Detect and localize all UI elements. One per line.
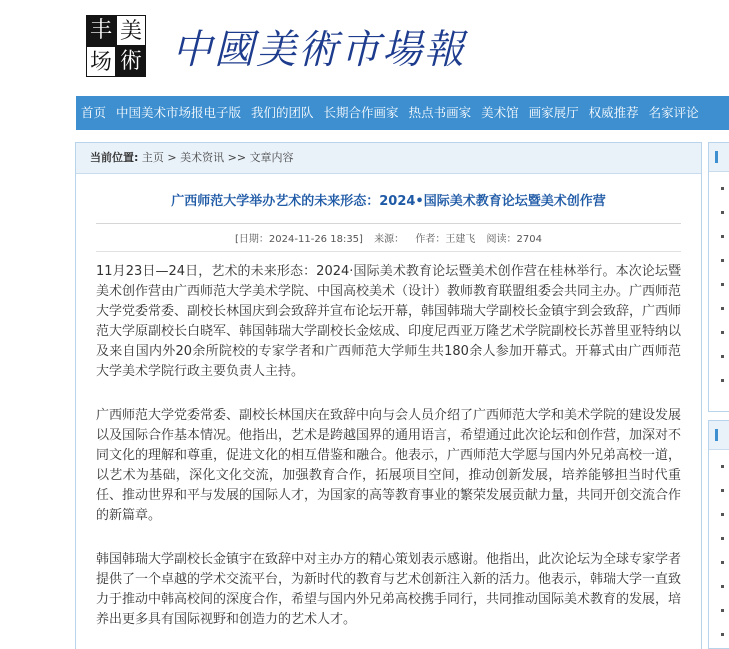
article-paragraph: 11月23日—24日，艺术的未来形态：2024·国际美术教育论坛暨美术创作营在桂林举行。本次论坛暨美术创作营由广西师范大学美术学院、中国高校美术（设计）教师教育联盟组委会共同主办。广西师范大学党委常委、副校长林国庆到会致辞并宣布论坛开幕，韩国韩瑞大学副校长金镇宇到会致辞，广西师范大学原副校长白晓军、韩国韩瑞大学副校长金炫成、印度尼西亚万隆艺术学院副校长苏普里亚特纳以及来自国内外20余所院校的专家学者和广西师范大学师生共180余人参加开幕式。开幕式由广西师范大学美术学院行政主要负责人主持。 xyxy=(96,264,682,379)
list-bullet xyxy=(721,513,724,516)
sidebar-box xyxy=(708,142,729,412)
header-marker xyxy=(715,429,718,441)
article-title: 广西师范大学举办艺术的未来形态：2024•国际美术教育论坛暨美术创作营 xyxy=(171,194,606,209)
article-paragraph: 广西师范大学党委常委、副校长林国庆在致辞中向与会人员介绍了广西师范大学和美术学院的建设发展以及国际合作基本情况。他指出，艺术是跨越国界的通用语言，希望通过此次论坛和创作营，加深对不同文化的理解和尊重，促进文化的相互借鉴和融合。他表示，广西师范大学愿与国内外兄弟高校一道，以艺术为基础，深化文化交流，加强教育合作，拓展项目空间，推动创新发展，培养能够担当时代重任、推动世界和平与发展的国际人才，为国家的高等教育事业的繁荣发展贡献力量，共同开创交流合作的新篇章。 xyxy=(96,408,682,523)
list-bullet xyxy=(721,307,724,310)
nav-item-exhibition[interactable]: 画家展厅 xyxy=(528,105,579,120)
nav-item-reviews[interactable]: 名家评论 xyxy=(648,105,699,120)
logo-char: 场 xyxy=(86,46,116,77)
list-bullet xyxy=(721,609,724,612)
list-bullet xyxy=(721,379,724,382)
nav-item-epaper[interactable]: 中国美术市场报电子版 xyxy=(116,105,242,120)
sidebar-box-header xyxy=(709,143,729,172)
nav-item-team[interactable]: 我们的团队 xyxy=(251,105,314,120)
site-logo[interactable] xyxy=(86,15,146,77)
nav-item-recommend[interactable]: 权威推荐 xyxy=(588,105,639,120)
sidebar-box xyxy=(708,420,729,649)
breadcrumb-separator: >> xyxy=(227,151,247,164)
main-nav xyxy=(76,96,729,130)
list-bullet xyxy=(721,465,724,468)
list-bullet xyxy=(721,259,724,262)
list-bullet xyxy=(721,235,724,238)
breadcrumb-label: 当前位置: xyxy=(90,151,139,164)
nav-item-partner-artists[interactable]: 长期合作画家 xyxy=(323,105,399,120)
article-date: [日期：2024-11-26 18:35] xyxy=(235,234,363,245)
breadcrumb-home-link[interactable]: 主页 xyxy=(141,151,164,164)
nav-item-hot-artists[interactable]: 热点书画家 xyxy=(408,105,472,120)
article-panel xyxy=(75,142,702,649)
list-bullet xyxy=(721,537,724,540)
article-body xyxy=(76,252,701,630)
breadcrumb-section-link[interactable]: 美术资讯 xyxy=(180,151,225,164)
breadcrumb-separator: > xyxy=(167,151,177,164)
article-paragraph: 韩国韩瑞大学副校长金镇宇在致辞中对主办方的精心策划表示感谢。他指出，此次论坛为全球专家学者提供了一个卓越的学术交流平台，为新时代的教育与艺术创新注入新的活力。他表示，韩瑞大学一直致力于推动中韩高校间的深度合作，希望与国内外兄弟高校携手同行，共同推动国际美术教育的发展，培养出更多具有国际视野和创造力的艺术人才。 xyxy=(96,552,682,627)
list-bullet xyxy=(721,633,724,636)
list-bullet xyxy=(721,187,724,190)
site-name[interactable]: 中國美術市場報 xyxy=(172,27,466,73)
list-bullet xyxy=(721,211,724,214)
nav-item-home[interactable]: 首页 xyxy=(81,105,107,120)
list-bullet xyxy=(721,585,724,588)
list-bullet xyxy=(721,355,724,358)
article-meta xyxy=(96,223,681,245)
header-marker xyxy=(715,151,718,163)
logo-char: 術 xyxy=(119,49,142,74)
logo-char: 丰 xyxy=(89,18,112,43)
breadcrumb xyxy=(76,143,701,174)
list-bullet xyxy=(721,561,724,564)
breadcrumb-current: 文章内容 xyxy=(249,151,294,164)
list-bullet xyxy=(721,489,724,492)
article-source: 来源： xyxy=(374,234,405,245)
nav-item-gallery[interactable]: 美术馆 xyxy=(481,105,519,120)
article-reads: 阅读：2704 xyxy=(486,234,542,245)
list-bullet xyxy=(721,283,724,286)
site-header xyxy=(0,0,729,96)
logo-char: 美 xyxy=(116,15,146,46)
list-bullet xyxy=(721,331,724,334)
article-author: 作者：王建飞 xyxy=(415,234,476,245)
sidebar-box-header xyxy=(709,421,729,450)
